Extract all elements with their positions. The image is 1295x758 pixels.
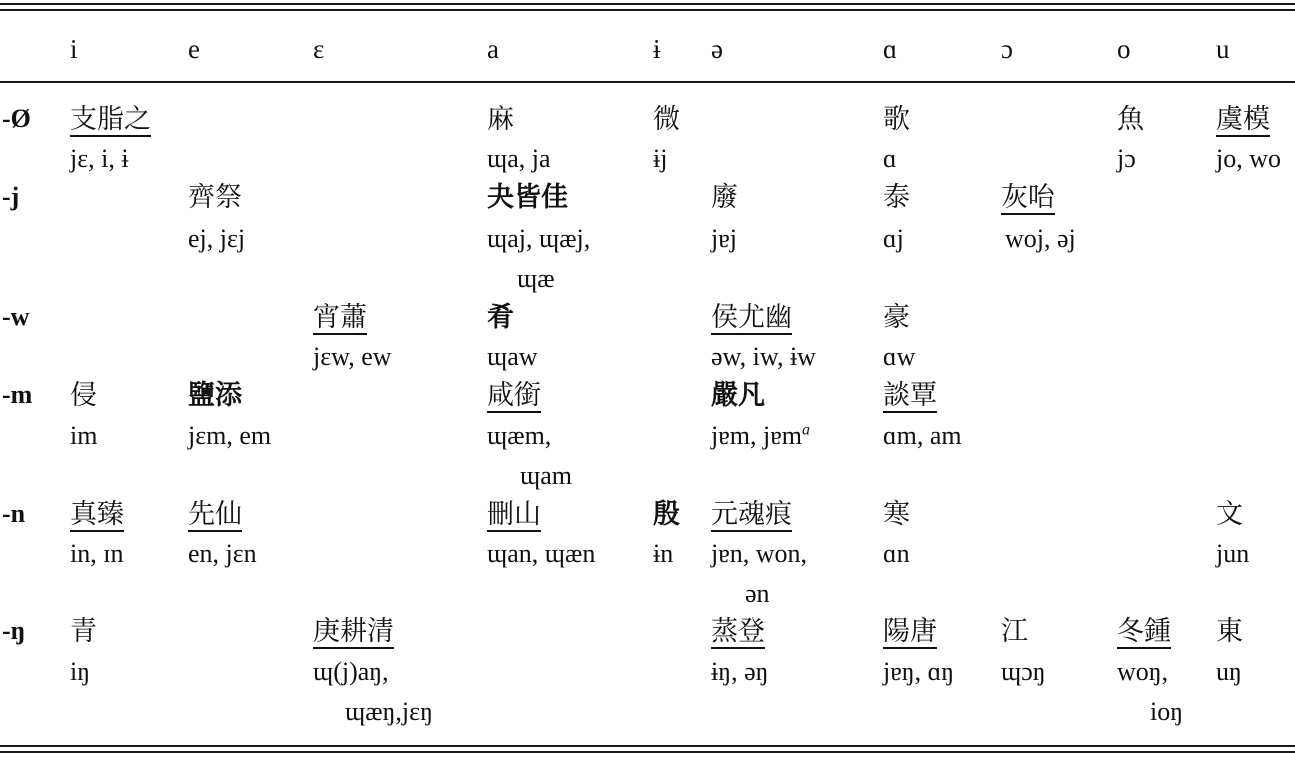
rhyme-group: 刪山 (487, 499, 541, 529)
ipa-reading: jun (1216, 539, 1250, 568)
rhyme-group: 夬皆佳 (487, 182, 568, 212)
ipa-reading: jɛw, ew (313, 342, 392, 371)
top-double-rule-2 (0, 9, 1295, 11)
rhyme-group: 灰咍 (1001, 182, 1055, 212)
rhyme-group: 東 (1216, 616, 1243, 646)
column-header: o (1117, 34, 1131, 64)
ipa-reading-text: jɐm, jɐm (711, 421, 802, 450)
rhyme-group: 麻 (487, 104, 514, 134)
rhyme-group: 先仙 (188, 499, 242, 529)
rhyme-group: 青 (70, 616, 97, 646)
rhyme-group: 支脂之 (70, 104, 151, 134)
ipa-reading: ɨn (653, 539, 674, 568)
ipa-reading: im (70, 421, 98, 450)
column-header: e (188, 34, 200, 64)
ipa-reading: iŋ (70, 657, 91, 686)
ipa-reading-continued: ən (745, 579, 770, 608)
column-header: ɔ (1001, 34, 1013, 64)
rhyme-group: 鹽添 (188, 380, 242, 410)
bottom-double-rule-1 (0, 745, 1295, 747)
rhyme-group: 侵 (70, 380, 97, 410)
row-label: -n (2, 499, 26, 528)
column-header: ɛ (313, 34, 325, 64)
ipa-reading: ɰan, ɰæn (487, 539, 596, 568)
ipa-reading: ɨŋ, əŋ (711, 657, 769, 686)
rhyme-group: 江 (1001, 616, 1028, 646)
rhyme-group: 陽唐 (883, 616, 937, 646)
ipa-reading: ɑ (883, 144, 897, 173)
ipa-reading: ɑw (883, 342, 916, 371)
rhyme-group: 豪 (883, 302, 910, 332)
ipa-reading: jɐŋ, ɑŋ (883, 657, 955, 686)
ipa-reading-continued: ɰæŋ,jɛŋ (345, 697, 433, 726)
ipa-reading-continued: ɰam (520, 461, 572, 490)
ipa-reading: uŋ (1216, 657, 1242, 686)
row-label: -Ø (2, 104, 31, 133)
rhyme-group: 咸銜 (487, 380, 541, 410)
column-header: ə (711, 34, 723, 64)
rhyme-group: 冬鍾 (1117, 616, 1171, 646)
ipa-reading: ɑj (883, 224, 904, 253)
row-label: -m (2, 380, 33, 409)
ipa-reading: ɰ(j)aŋ, (313, 657, 389, 686)
column-header: ɨ (653, 34, 661, 64)
ipa-reading: ɰɔŋ (1001, 657, 1046, 686)
rhyme-group: 微 (653, 104, 680, 134)
ipa-reading: ɑm, am (883, 421, 962, 450)
rhyme-group: 文 (1216, 499, 1243, 529)
rhyme-group: 嚴凡 (711, 380, 765, 410)
column-header: a (487, 34, 499, 64)
column-header: i (70, 34, 78, 64)
rhyme-group: 談覃 (883, 380, 937, 410)
ipa-reading: woŋ, (1117, 657, 1169, 686)
ipa-reading: ɰa, ja (487, 144, 551, 173)
rhyme-group: 廢 (711, 182, 738, 212)
ipa-reading-continued: ɰæ (517, 264, 555, 293)
rhyme-group: 齊祭 (188, 182, 242, 212)
rhyme-group: 寒 (883, 499, 910, 529)
ipa-reading-continued: ioŋ (1150, 697, 1184, 726)
row-label: -j (2, 182, 20, 211)
rhyme-group: 魚 (1117, 104, 1144, 134)
ipa-reading: ɰaw (487, 342, 538, 371)
rhyme-group: 元魂痕 (711, 499, 792, 529)
rhyme-group: 蒸登 (711, 616, 765, 646)
ipa-reading: ɰaj, ɰæj, (487, 224, 591, 253)
top-double-rule-1 (0, 3, 1295, 5)
ipa-reading: ej, jɛj (188, 224, 246, 253)
ipa-reading: in, ɪn (70, 539, 124, 568)
ipa-reading: jɔ (1117, 144, 1136, 173)
rhyme-group: 真臻 (70, 499, 124, 529)
column-header: u (1216, 34, 1230, 64)
rhyme-group: 宵蕭 (313, 302, 367, 332)
rhyme-group: 庚耕清 (313, 616, 394, 646)
ipa-reading: woj, əj (1005, 224, 1076, 253)
ipa-reading: en, jɛn (188, 539, 257, 568)
row-label: -ŋ (2, 616, 26, 645)
rhyme-group: 泰 (883, 182, 910, 212)
bottom-double-rule-2 (0, 751, 1295, 753)
footnote-marker: a (801, 421, 810, 439)
ipa-reading: ɨj (653, 144, 668, 173)
ipa-reading (711, 419, 810, 453)
ipa-reading: jɛm, em (188, 421, 272, 450)
header-rule (0, 81, 1295, 83)
rhyme-group: 歌 (883, 104, 910, 134)
ipa-reading: ɰæm, (487, 421, 552, 450)
rhyme-group: 侯尤幽 (711, 302, 792, 332)
ipa-reading: jo, wo (1216, 144, 1281, 173)
ipa-reading: jɐj (711, 224, 737, 253)
column-header: ɑ (883, 34, 898, 64)
ipa-reading: ɑn (883, 539, 910, 568)
rhyme-group: 虞模 (1216, 104, 1270, 134)
ipa-reading: əw, iw, ɨw (711, 342, 816, 371)
rhyme-group: 肴 (487, 302, 514, 332)
rhyme-group: 殷 (653, 499, 680, 529)
ipa-reading: jɐn, won, (711, 539, 808, 568)
row-label: -w (2, 302, 30, 331)
ipa-reading: jɛ, i, ɨ (70, 144, 129, 173)
